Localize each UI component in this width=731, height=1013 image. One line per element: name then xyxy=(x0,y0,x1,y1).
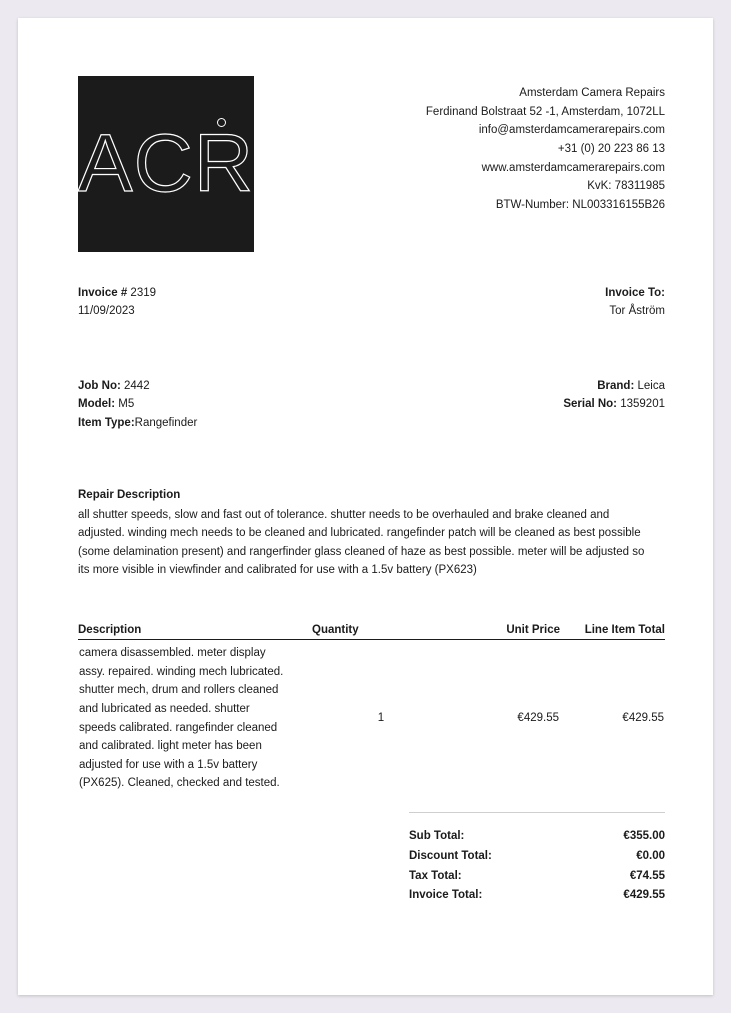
invoice-meta-left xyxy=(78,284,156,321)
cell-unit-price: €429.55 xyxy=(517,712,559,725)
total-row-invoice-total xyxy=(409,886,665,906)
cell-line-item-total: €429.55 xyxy=(622,712,664,725)
invoice-content xyxy=(78,76,665,906)
invoice-meta xyxy=(78,284,665,321)
logo-wordmark: ACR xyxy=(77,118,255,209)
invoice-number-line xyxy=(78,284,156,302)
serial-line xyxy=(563,395,665,413)
invoice-page xyxy=(18,18,713,995)
company-btw: BTW-Number: NL003316155B26 xyxy=(495,198,665,211)
total-row-discount-total xyxy=(409,847,665,867)
model-value: M5 xyxy=(118,398,135,411)
cell-quantity: 1 xyxy=(377,712,385,725)
sub-total-label: Sub Total: xyxy=(409,830,465,843)
job-details xyxy=(78,377,665,432)
column-header-unit-price: Unit Price xyxy=(456,624,560,640)
company-website: www.amsterdamcamerarepairs.com xyxy=(481,161,665,174)
model-line xyxy=(78,395,197,413)
column-header-line-item-total: Line Item Total xyxy=(560,624,665,640)
serial-label: Serial No: xyxy=(563,398,618,411)
column-header-quantity: Quantity xyxy=(306,624,456,640)
sub-total-value: €355.00 xyxy=(623,830,665,843)
total-row-tax-total xyxy=(409,867,665,887)
invoice-total-label: Invoice Total: xyxy=(409,889,483,902)
invoice-to-label: Invoice To: xyxy=(605,287,665,299)
tax-total-value: €74.55 xyxy=(629,869,665,882)
company-name: Amsterdam Camera Repairs xyxy=(519,87,665,99)
tax-total-label: Tax Total: xyxy=(409,869,462,882)
company-logo xyxy=(78,76,254,252)
totals-list xyxy=(409,812,665,906)
invoice-date: 11/09/2023 xyxy=(78,305,135,318)
invoice-number-value: 2319 xyxy=(130,287,157,299)
invoice-to-name: Tor Åström xyxy=(609,305,665,318)
job-details-right xyxy=(563,377,665,432)
company-details xyxy=(426,76,665,214)
line-items-table xyxy=(78,624,665,794)
discount-total-value: €0.00 xyxy=(636,849,665,862)
invoice-number-label: Invoice # xyxy=(78,287,128,299)
total-row-sub-total xyxy=(409,827,665,847)
repair-description-body: all shutter speeds, slow and fast out of tolerance. shutter needs to be overhauled and brake cleaned and adjusted. winding mech needs to be cleaned and lubricated. rangefinder patch will be cleaned as best possible (some delamination present) and rangerfinder glass cleaned of haze as best possible. meter will be adjusted so its more visible in viewfinder and calibrated for use with a 1.5v battery (PX623) xyxy=(78,508,645,577)
serial-value: 1359201 xyxy=(620,398,665,411)
totals-section xyxy=(78,812,665,906)
column-header-description: Description xyxy=(78,624,306,640)
brand-line xyxy=(563,377,665,395)
item-type-label: Item Type: xyxy=(78,416,135,429)
invoice-header xyxy=(78,76,665,252)
company-kvk: KvK: 78311985 xyxy=(587,180,665,193)
brand-value: Leica xyxy=(637,379,665,392)
brand-label: Brand: xyxy=(597,379,635,392)
invoice-meta-right xyxy=(605,284,665,321)
repair-description-section xyxy=(78,486,665,580)
job-no-value: 2442 xyxy=(124,379,150,392)
job-no-label: Job No: xyxy=(78,379,121,392)
model-label: Model: xyxy=(78,398,116,411)
company-email: info@amsterdamcamerarepairs.com xyxy=(478,124,665,137)
job-no-line xyxy=(78,377,197,395)
table-header-row xyxy=(78,624,665,640)
registered-mark-dot-icon xyxy=(217,118,226,127)
company-address: Ferdinand Bolstraat 52 -1, Amsterdam, 1072LL xyxy=(425,105,665,118)
cell-description: camera disassembled. meter display assy. repaired. winding mech lubricated. shutter mech, drum and rollers cleaned and lubricated as needed. shutter speeds calibrated. rangefinder cleaned and calibrated. light meter has been adjusted for use with a 1.5v battery (PX625). Cleaned, checked and tested. xyxy=(79,647,284,790)
discount-total-label: Discount Total: xyxy=(409,849,492,862)
job-details-left xyxy=(78,377,197,432)
invoice-total-value: €429.55 xyxy=(623,889,665,902)
repair-description-title: Repair Description xyxy=(78,488,181,501)
item-type-line xyxy=(78,414,197,432)
table-row xyxy=(78,640,665,795)
company-phone: +31 (0) 20 223 86 13 xyxy=(557,142,665,155)
item-type-value: Rangefinder xyxy=(134,416,198,429)
